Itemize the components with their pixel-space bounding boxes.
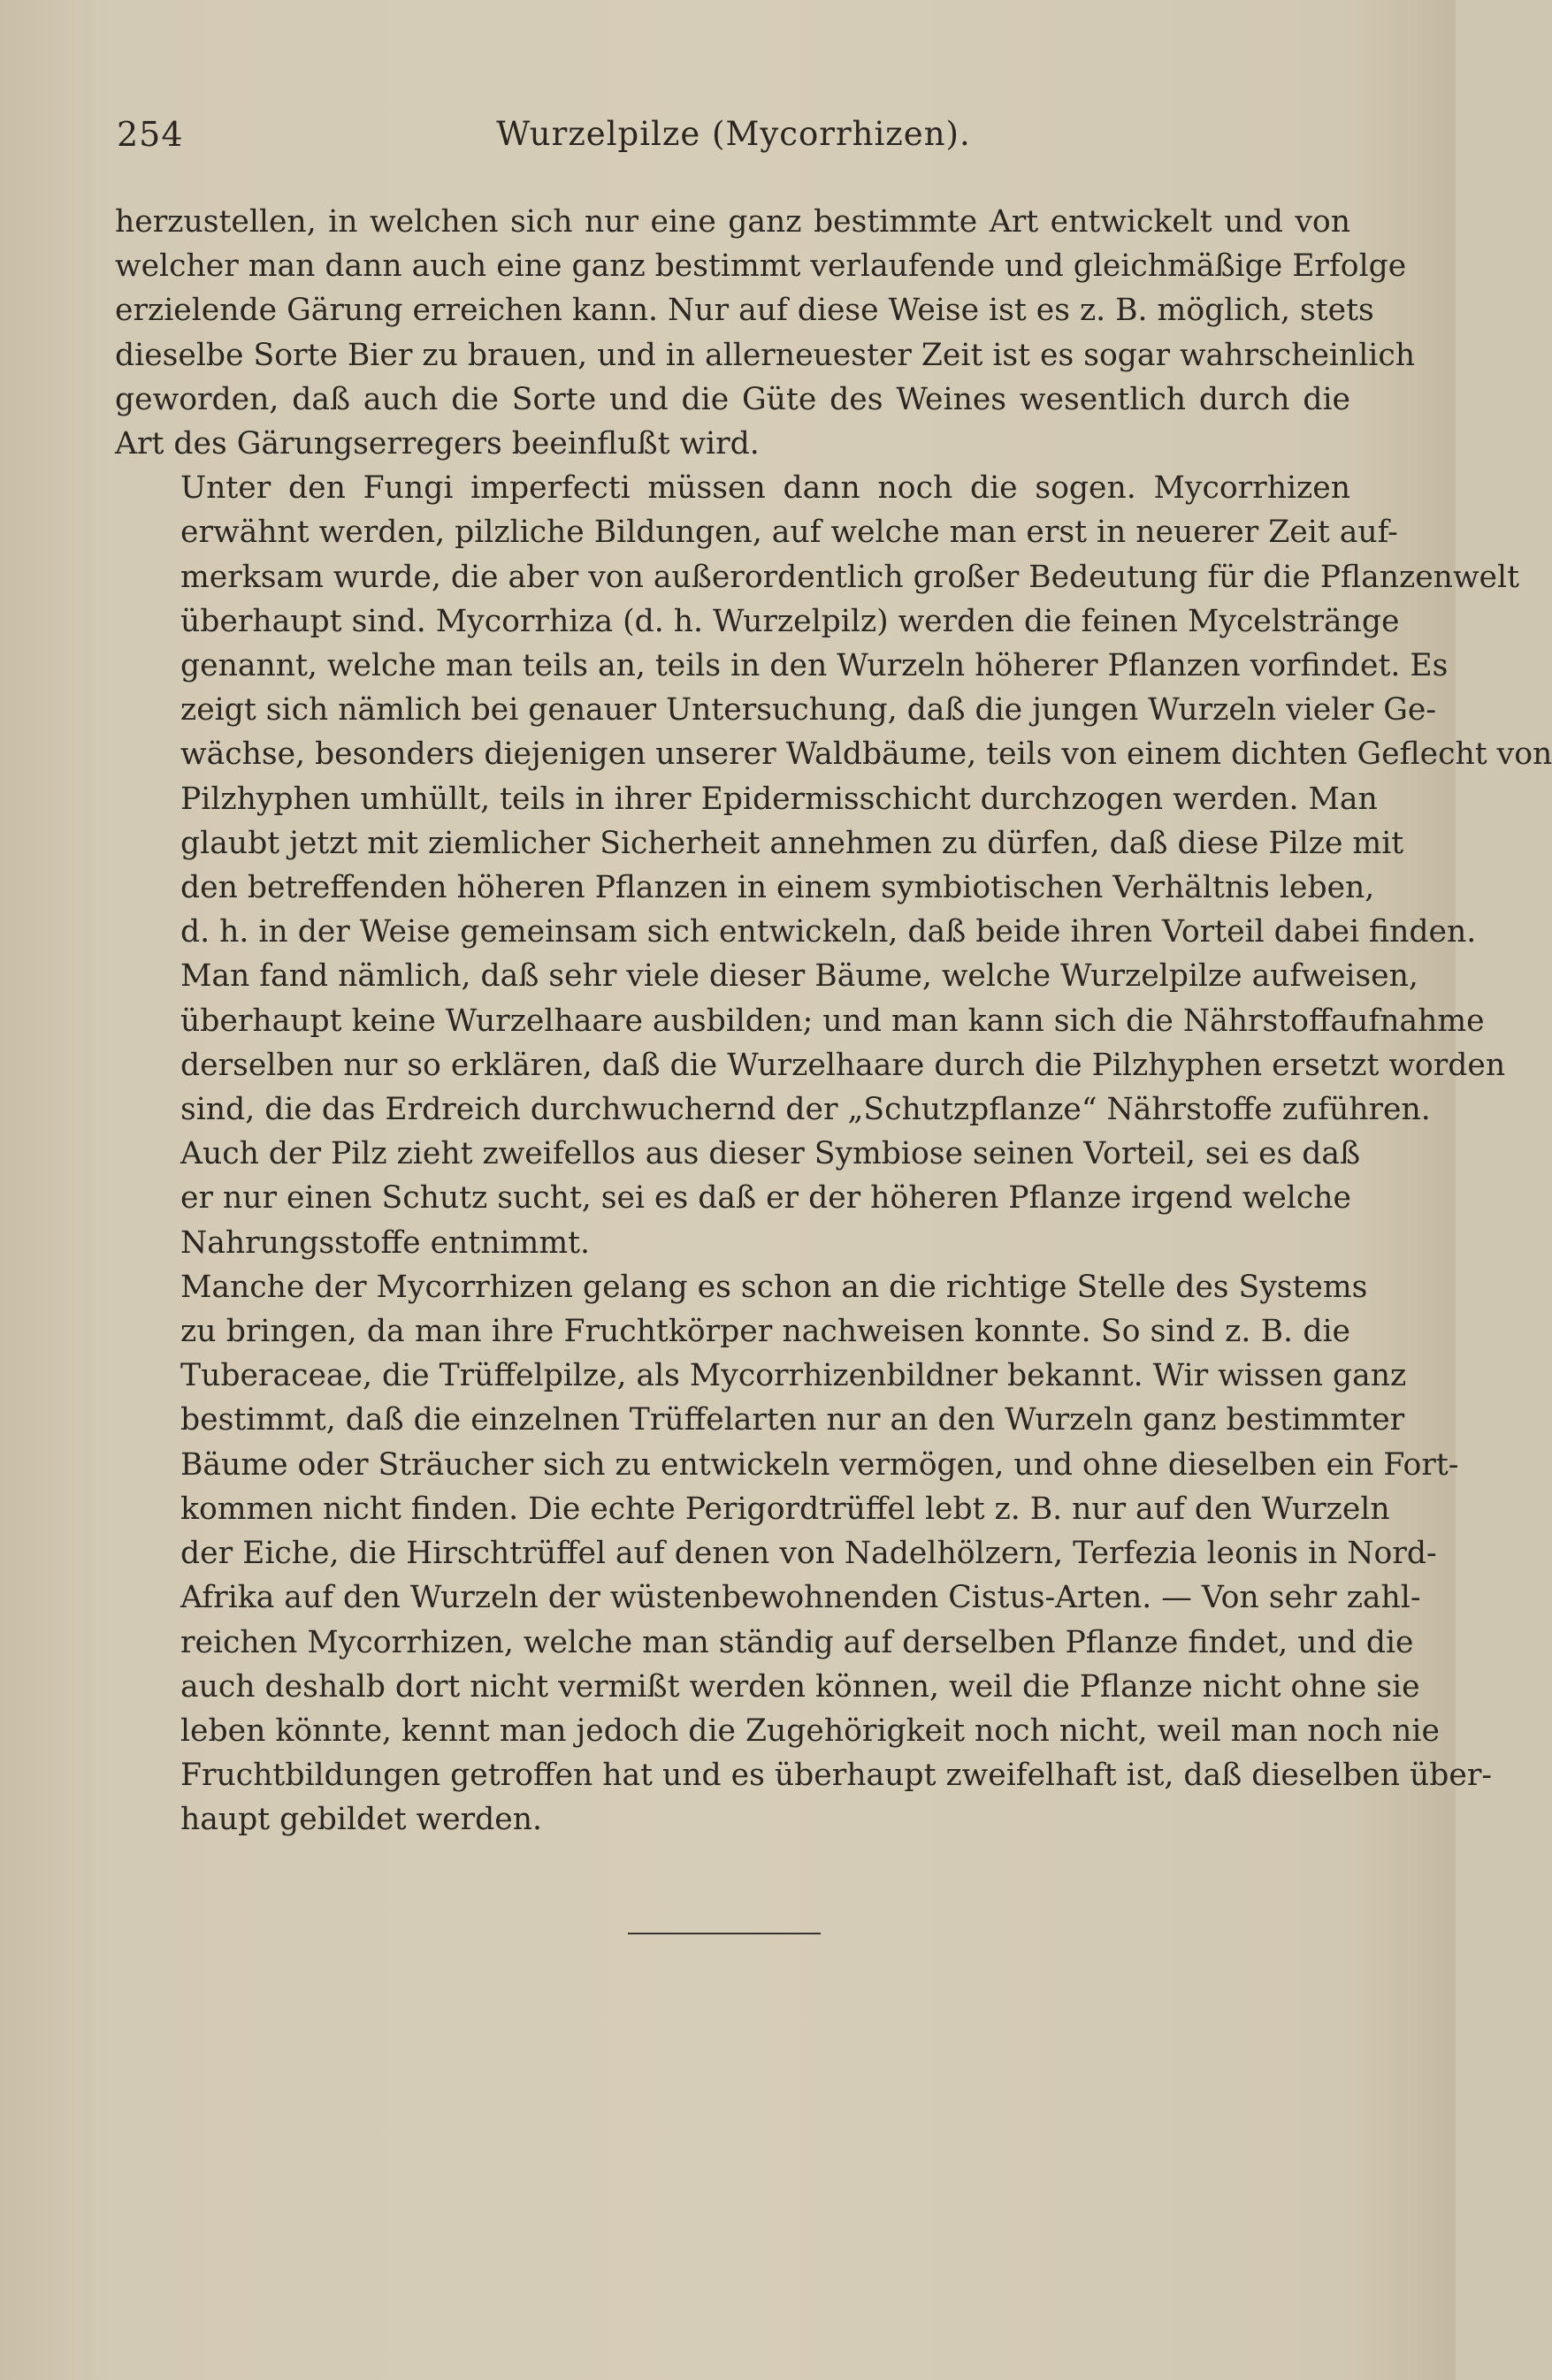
text-line: er nur einen Schutz sucht, sei es daß er der höheren Pflanze irgend welche [180,1180,1351,1217]
text-line: glaubt jetzt mit ziemlicher Sicherheit annehmen zu dürfen, daß diese Pilze mit [180,825,1404,861]
text-line: Tuberaceae, die Trüffelpilze, als Mycorrhizenbildner bekannt. Wir wissen ganz [180,1358,1407,1394]
text-line: erwähnt werden, pilzliche Bildungen, auf welche man erst in neuerer Zeit auf- [180,515,1398,551]
body-text [115,200,1552,1842]
text-line: überhaupt keine Wurzelhaare ausbilden; und man kann sich die Nährstoffaufnahme [180,1003,1485,1039]
text-line: herzustellen, in welchen sich nur eine ganz bestimmte Art entwickelt und von [115,204,1350,240]
text-line: sind, die das Erdreich durchwuchernd der „Schutzpflanze“ Nährstoffe zuführen. [180,1092,1431,1128]
text-line: auch deshalb dort nicht vermißt werden können, weil die Pflanze nicht ohne sie [180,1668,1420,1705]
text-line: haupt gebildet werden. [180,1802,542,1838]
paragraph [115,1265,1493,1842]
text-line: Unter den Fungi imperfecti müssen dann noch die sogen. Mycorrhizen [180,470,1350,507]
end-rule [628,1933,821,1934]
text-line: Bäume oder Sträucher sich zu entwickeln vermögen, und ohne dieselben ein Fort- [180,1446,1459,1483]
page-number: 254 [117,115,184,154]
text-line: den betreffenden höheren Pflanzen in einem symbiotischen Verhältnis leben, [180,870,1375,906]
text-line: dieselbe Sorte Bier zu brauen, und in allerneuester Zeit ist es sogar wahrscheinlich [115,337,1415,373]
text-line: d. h. in der Weise gemeinsam sich entwickeln, daß beide ihren Vorteil dabei finden. [180,914,1477,950]
text-line: Art des Gärungserregers beeinflußt wird. [115,426,760,462]
text-line: der Eiche, die Hirschtrüffel auf denen von Nadelhölzern, Terfezia leonis in Nord- [180,1536,1437,1572]
text-line: genannt, welche man teils an, teils in den Wurzeln höherer Pflanzen vorfindet. Es [180,648,1449,684]
text-line: derselben nur so erklären, daß die Wurzelhaare durch die Pilzhyphen ersetzt worden [180,1047,1506,1083]
text-line: reichen Mycorrhizen, welche man ständig auf derselben Pflanze findet, und die [180,1624,1414,1660]
paragraph [115,200,1415,466]
text-line: welcher man dann auch eine ganz bestimmt verlaufende und gleichmäßige Erfolge [115,248,1407,285]
text-line: wächse, besonders diejenigen unserer Waldbäume, teils von einem dichten Geflecht von [180,736,1552,773]
text-line: leben könnte, kennt man jedoch die Zugehörigkeit noch nicht, weil man noch nie [180,1713,1440,1749]
text-line: erzielende Gärung erreichen kann. Nur auf diese Weise ist es z. B. möglich, stets [115,293,1374,329]
paragraph [115,466,1552,1265]
running-head: Wurzelpilze (Mycorrhizen). [496,115,971,153]
text-line: geworden, daß auch die Sorte und die Güte des Weines wesentlich durch die [115,381,1350,417]
text-line: merksam wurde, die aber von außerordentlich großer Bedeutung für die Pflanzenwelt [180,559,1519,595]
text-line: Nahrungsstoffe entnimmt. [180,1224,590,1261]
text-line: Man fand nämlich, daß sehr viele dieser Bäume, welche Wurzelpilze aufweisen, [180,958,1418,995]
text-line: Auch der Pilz zieht zweifellos aus dieser Symbiose seinen Vorteil, sei es daß [180,1136,1361,1172]
text-line: bestimmt, daß die einzelnen Trüffelarten nur an den Wurzeln ganz bestimmter [180,1402,1405,1438]
text-line: kommen nicht finden. Die echte Perigordtrüffel lebt z. B. nur auf den Wurzeln [180,1491,1390,1527]
text-line: zeigt sich nämlich bei genauer Untersuchung, daß die jungen Wurzeln vieler Ge- [180,692,1437,728]
text-line: Fruchtbildungen getroffen hat und es überhaupt zweifelhaft ist, daß dieselben über- [180,1758,1493,1794]
page-header [117,115,1350,164]
text-line: überhaupt sind. Mycorrhiza (d. h. Wurzelpilz) werden die feinen Mycelstränge [180,603,1400,639]
text-line: zu bringen, da man ihre Fruchtkörper nachweisen konnte. So sind z. B. die [180,1314,1350,1350]
text-line: Afrika auf den Wurzeln der wüstenbewohnenden Cistus-Arten. — Von sehr zahl- [180,1580,1421,1616]
text-line: Pilzhyphen umhüllt, teils in ihrer Epidermisschicht durchzogen werden. Man [180,781,1378,817]
text-line: Manche der Mycorrhizen gelang es schon an die richtige Stelle des Systems [180,1269,1368,1305]
